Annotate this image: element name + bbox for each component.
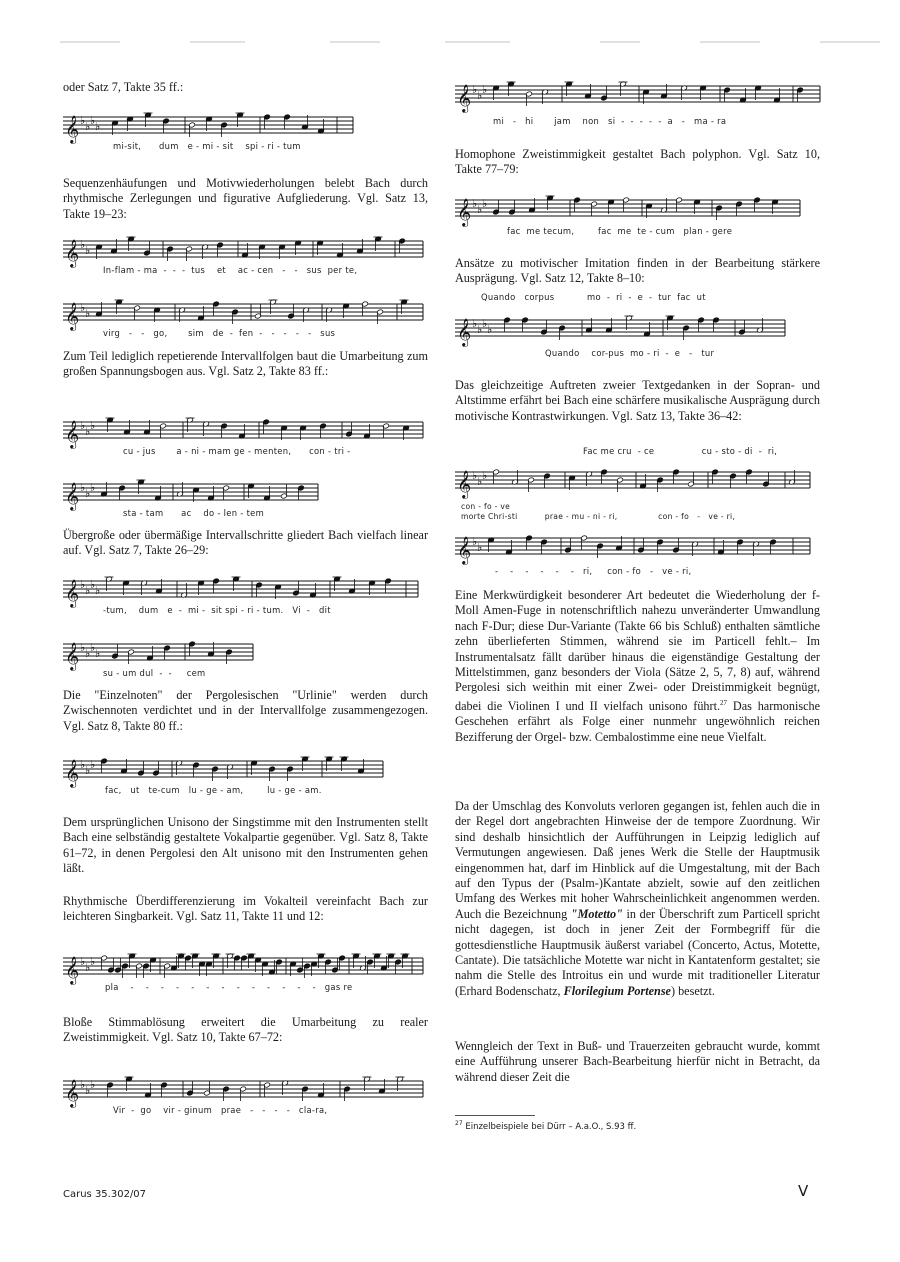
paragraph-text: Sequenzenhäufungen und Motivwiederholungen belebt Bach durch rhythmische Zerlegungen und figurative Aufgliederung. Vgl. Satz 13, Takte 19–23: — [63, 176, 428, 221]
flat-sign: ♭ — [80, 641, 86, 654]
paragraph-text: Dem ursprünglichen Unisono der Singstimme mit den Instrumenten stellt Bach eine selbständig gestaltete Vokalpartie gegenüber. Vgl. Satz 8, Takte 61–72, in denen Pergolesi den Alt unisono mit den Instrumenten gehen läßt. — [63, 815, 428, 876]
paragraph-text: Eine Merkwürdigkeit besonderer Art bedeutet die Wiederholung der f-Moll Amen-Fuge in notenschriftlich nahezu unveränderter Umwandlung nach F-Dur; diese Dur-Variante (Takte 66 bis Schluß) enthalten sämtliche zehn überlieferten Stimmen, während sie im Particell fehlt.– Im Instrumentalsatz fällt darüber hinaus die eigenständige Gestaltung der Mittelstimmen, ganz besonders der Viola (Sätze 2, 5, 7, 8) auf, während Pergolesi sich weithin mit einer Zwei- oder Dreistimmigkeit begnügt, dabei die Violinen I und II vielfach unisono führt. — [455, 588, 820, 713]
flat-sign: ♭ — [472, 469, 478, 482]
treble-clef-icon: 𝄞 — [65, 956, 80, 984]
footnote-marker: 27 — [720, 698, 728, 707]
paragraph-text: Ansätze zu motivischer Imitation finden in der Bearbeitung stärkere Ausprägung. Vgl. Satz 12, Takte 8–10: — [455, 256, 820, 286]
flat-sign: ♭ — [487, 323, 493, 336]
flat-sign: ♭ — [482, 317, 488, 330]
paragraph-text: Bloße Stimmablösung erweitert die Umarbeitung zu realer Zweistimmigkeit. Vgl. Satz 10, Takte 67–72: — [63, 1015, 428, 1045]
paragraph — [455, 588, 820, 745]
paragraph-text: ) besetzt. — [670, 983, 715, 998]
lyrics: mi - hi jam non si - - - - - a - ma - ra — [493, 116, 727, 126]
lyrics: fac me tecum, fac me te - cum plan - gere — [507, 226, 733, 236]
flat-sign: ♭ — [477, 323, 483, 336]
lyrics: su - um dul - - cem — [103, 668, 206, 678]
lyrics: cu - jus a - ni - mam ge - menten, con - tri - — [123, 446, 351, 456]
paragraph-text: Übergroße oder übermäßige Intervallschritte gliedert Bach vielfach linear auf. Vgl. Satz 7, Takte 26–29: — [63, 528, 428, 558]
music-staff — [63, 470, 318, 510]
lyrics: Vir - go vir - ginum prae - - - - cla-ra, — [113, 1105, 328, 1115]
music-staff — [455, 72, 820, 112]
treble-clef-icon: 𝄞 — [457, 198, 472, 226]
flat-sign: ♭ — [482, 469, 488, 482]
flat-sign: ♭ — [472, 197, 478, 210]
music-staff — [63, 630, 253, 670]
lyrics: fac, ut te-cum lu - ge - am, lu - ge - am. — [105, 785, 322, 795]
paragraph — [455, 1039, 820, 1085]
paragraph-text: Wenngleich der Text in Buß- und Trauerzeiten gebraucht wurde, kommt eine Aufführung unserer Bach-Bearbeitung hierfür nicht in Betracht, da während dieser Zeit die — [455, 1039, 820, 1084]
flat-sign: ♭ — [85, 1084, 91, 1097]
music-staff — [455, 186, 800, 226]
flat-sign: ♭ — [85, 244, 91, 257]
flat-sign: ♭ — [95, 647, 101, 660]
paragraph-text: Das gleichzeitige Auftreten zweier Textgedanken in der Sopran- und Altstimme erfährt bei Bach eine schärfere musikalische Ausprägung durch motivische Kontrastwirkungen. Vgl. Satz 13, Takte 36–42: — [455, 378, 820, 423]
lyrics: Quando corpus mo - ri - e - tur fac ut — [481, 292, 706, 302]
flat-sign: ♭ — [477, 89, 483, 102]
music-staff — [63, 290, 423, 330]
flat-sign: ♭ — [90, 481, 96, 494]
treble-clef-icon: 𝄞 — [65, 239, 80, 267]
paragraph-text: in der Überschrift zum Particell spricht nicht dagegen, ist doch in jener Zeit der Formbegriff für die gottesdienstliche Hauptmusik äußerst variabel (Concerto, Actus, Motette, Cantate). Die tatsächliche Motette war nicht in Kantatenform gestaltet; sie nahm die Stelle des Introitus ein und wurde mit traditioneller Literatur (Erhard Bodenschatz, — [455, 906, 820, 998]
lyrics: Fac me cru - ce cu - sto - di - ri, — [583, 446, 778, 456]
treble-clef-icon: 𝄞 — [65, 482, 80, 510]
flat-sign: ♭ — [80, 955, 86, 968]
staff-lines — [455, 472, 810, 488]
flat-sign: ♭ — [472, 83, 478, 96]
music-staff — [63, 944, 423, 984]
treble-clef-icon: 𝄞 — [65, 759, 80, 787]
treble-clef-icon: 𝄞 — [65, 642, 80, 670]
flat-sign: ♭ — [85, 647, 91, 660]
lyrics: morte Chri-sti prae - mu - ni - ri, con - fo - ve - ri, — [461, 512, 736, 521]
music-staff — [63, 408, 423, 448]
music-staff — [63, 567, 418, 607]
paragraph: oder Satz 7, Takte 35 ff.: — [63, 80, 184, 94]
paragraph — [455, 256, 820, 287]
paragraph — [455, 378, 820, 424]
flat-sign: ♭ — [85, 764, 91, 777]
music-staff — [455, 458, 810, 498]
flat-sign: ♭ — [80, 301, 86, 314]
flat-sign: ♭ — [482, 83, 488, 96]
staff-lines — [455, 86, 820, 102]
footnote-text: Einzelbeispiele bei Dürr – A.a.O., S.93 ff. — [462, 1121, 637, 1132]
flat-sign: ♭ — [482, 197, 488, 210]
treble-clef-icon: 𝄞 — [65, 1079, 80, 1107]
flat-sign: ♭ — [80, 481, 86, 494]
treble-clef-icon: 𝄞 — [457, 318, 472, 346]
footnote — [455, 1120, 636, 1132]
paragraph — [63, 815, 428, 877]
emphasized-term: "Motetto" — [570, 906, 623, 921]
staff-lines — [63, 304, 423, 320]
flat-sign: ♭ — [90, 578, 96, 591]
flat-sign: ♭ — [85, 961, 91, 974]
treble-clef-icon: 𝄞 — [457, 84, 472, 112]
flat-sign: ♭ — [85, 487, 91, 500]
lyrics: sta - tam ac do - len - tem — [123, 508, 265, 518]
flat-sign: ♭ — [85, 425, 91, 438]
flat-sign: ♭ — [80, 238, 86, 251]
flat-sign: ♭ — [85, 307, 91, 320]
flat-sign: ♭ — [90, 114, 96, 127]
flat-sign: ♭ — [80, 1078, 86, 1091]
flat-sign: ♭ — [477, 475, 483, 488]
paragraph — [455, 799, 820, 999]
staff-lines — [63, 484, 318, 500]
flat-sign: ♭ — [472, 317, 478, 330]
music-staff — [63, 747, 383, 787]
footnote-number: 27 — [455, 1120, 463, 1127]
flat-sign: ♭ — [90, 1078, 96, 1091]
paragraph-text: Die "Einzelnoten" der Pergolesischen "Urlinie" werden durch Zwischennoten verdichtet und in der Intervallfolge zusammengezogen. Vgl. Satz 8, Takte 80 ff.: — [63, 688, 428, 733]
treble-clef-icon: 𝄞 — [65, 115, 80, 143]
music-staff — [455, 306, 785, 346]
lyrics: con - fo - ve — [461, 502, 511, 511]
flat-sign: ♭ — [85, 120, 91, 133]
lyrics: -tum, dum e - mi - sit spi - ri - tum. Vi - dit — [103, 605, 331, 615]
publisher-code: Carus 35.302/07 — [63, 1189, 147, 1200]
flat-sign: ♭ — [90, 419, 96, 432]
music-staff — [63, 227, 423, 267]
flat-sign: ♭ — [80, 758, 86, 771]
paragraph-text: Rhythmische Überdifferenzierung im Vokalteil vereinfacht Bach zur leichteren Singbarkeit. Vgl. Satz 11, Takte 11 und 12: — [63, 894, 428, 924]
flat-sign: ♭ — [80, 578, 86, 591]
lyrics: Quando cor-pus mo - ri - e - tur — [545, 348, 715, 358]
footnote-rule — [455, 1115, 535, 1116]
music-staff — [63, 1067, 423, 1107]
flat-sign: ♭ — [95, 120, 101, 133]
flat-sign: ♭ — [80, 114, 86, 127]
flat-sign: ♭ — [90, 955, 96, 968]
paragraph-text: Das harmonische Geschehen erfährt als Folge einer nunmehr ungewöhnlich reichen Bezifferung der Orgel- bzw. Cembalostimme eine neue Vielfalt. — [455, 698, 820, 744]
paragraph — [63, 894, 428, 925]
top-scan-marks — [0, 34, 900, 46]
flat-sign: ♭ — [95, 584, 101, 597]
staff-lines — [63, 761, 383, 777]
lyrics: In-flam - ma - - - tus et ac - cen - - sus per te, — [103, 265, 358, 275]
flat-sign: ♭ — [90, 641, 96, 654]
treble-clef-icon: 𝄞 — [65, 579, 80, 607]
lyrics: virg - - go, sim de - fen - - - - - sus — [103, 328, 336, 338]
staff-lines — [455, 200, 800, 216]
paragraph — [63, 1015, 428, 1046]
page-number: V — [798, 1182, 809, 1200]
music-staff — [455, 524, 810, 564]
flat-sign: ♭ — [477, 203, 483, 216]
lyrics: mi-sit, dum e - mi - sit spi - ri - tum — [113, 141, 301, 151]
treble-clef-icon: 𝄞 — [457, 470, 472, 498]
paragraph — [63, 528, 428, 559]
paragraph-text: Homophone Zweistimmigkeit gestaltet Bach polyphon. Vgl. Satz 10, Takte 77–79: — [455, 147, 820, 177]
treble-clef-icon: 𝄞 — [457, 536, 472, 564]
emphasized-term: Florilegium Portense — [563, 983, 671, 998]
staff-lines — [63, 581, 418, 597]
flat-sign: ♭ — [90, 758, 96, 771]
music-staff — [63, 103, 353, 143]
paragraph-text: Zum Teil lediglich repetierende Intervallfolgen baut die Umarbeitung zum großen Spannungsbogen aus. Vgl. Satz 2, Takte 83 ff.: — [63, 349, 428, 379]
treble-clef-icon: 𝄞 — [65, 420, 80, 448]
flat-sign: ♭ — [80, 419, 86, 432]
paragraph — [455, 147, 820, 178]
treble-clef-icon: 𝄞 — [65, 302, 80, 330]
flat-sign: ♭ — [472, 535, 478, 548]
flat-sign: ♭ — [85, 584, 91, 597]
paragraph — [63, 349, 428, 380]
flat-sign: ♭ — [477, 541, 483, 554]
paragraph — [63, 176, 428, 222]
paragraph-text: Da der Umschlag des Konvoluts verloren gegangen ist, fehlen auch die in der Regel dort angebrachten Hinweise der de tempore Zuordnung. Wir sind deshalb hinsichtlich der Aufführungen in Leipzig lediglich auf Vermutungen angewiesen. Daß jenes Werk die Stelle der Hauptmusik eingenommen hat, darf im Hinblick auf die Umgestaltung, mit der Bach auf den Typus der (Psalm-)Kantate abzielt, sowie auf den zeitlichen Umfang des Werkes mit hoher Wahrscheinlichkeit angenommen werden. Auch die Bezeichnung — [455, 799, 820, 921]
lyrics: pla - - - - - - - - - - - - - gas re — [105, 982, 353, 992]
lyrics: - - - - - - ri, con - fo - ve - ri, — [495, 566, 692, 576]
paragraph — [63, 688, 428, 734]
